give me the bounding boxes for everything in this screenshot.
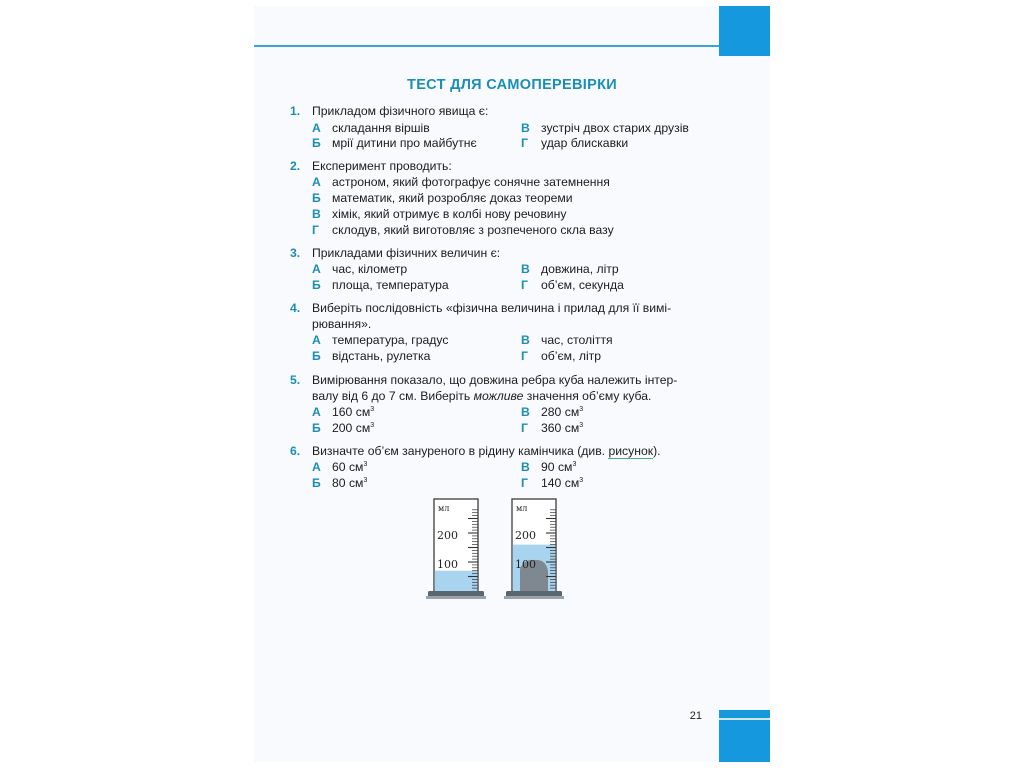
option-value: 90 [541, 460, 555, 474]
unit-power: 3 [370, 422, 375, 429]
option [521, 420, 583, 436]
question-text: Прикладами фізичних величин є: [312, 246, 501, 260]
page-title: ТЕСТ ДЛЯ САМОПЕРЕВІРКИ [407, 77, 617, 93]
emphasis-text: можливе [473, 389, 524, 403]
tick-label-100: 100 [437, 558, 458, 571]
question-5 [290, 372, 710, 404]
option-text: час, століття [541, 333, 613, 347]
option-text: температура, градус [332, 333, 449, 347]
option-unit: см [557, 460, 573, 474]
option-letter: Г [312, 223, 319, 237]
tick-label-200: 200 [437, 529, 458, 542]
option-text: зустріч двох старих друзів [541, 121, 689, 135]
option-text: мрії дитини про майбутнє [332, 136, 477, 150]
question-text-line: Вимірювання показало, що довжина ребра куба належить інтер- [312, 373, 678, 387]
option [312, 277, 449, 293]
question-text [312, 300, 710, 332]
option [312, 475, 367, 491]
text-run: ). [653, 444, 661, 458]
option-letter: В [521, 262, 530, 276]
option-text: об’єм, літр [541, 349, 602, 363]
option-value: 60 [332, 460, 346, 474]
option [312, 459, 367, 475]
option [312, 135, 477, 151]
option-letter: В [521, 460, 530, 474]
question-text-line [312, 388, 710, 404]
option-text: об’єм, секунда [541, 278, 624, 292]
tick-label-200: 200 [515, 529, 536, 542]
option-text: час, кілометр [332, 262, 408, 276]
option-letter: В [312, 207, 321, 221]
option-value: 280 [541, 405, 562, 419]
option [521, 459, 576, 475]
option-text: хімік, який отримує в колбі нову речовину [332, 207, 567, 221]
option [312, 120, 430, 136]
option-letter: Б [312, 349, 321, 363]
volume-unit-label: мл [516, 504, 528, 513]
page-number: 21 [689, 710, 702, 722]
option-letter: Б [312, 136, 321, 150]
option [521, 120, 689, 136]
question-4 [290, 300, 710, 332]
question-text: Експеримент проводить: [312, 159, 452, 173]
unit-power: 3 [579, 406, 584, 413]
measuring-cylinder-after [504, 499, 564, 599]
option [312, 222, 614, 238]
option-letter: В [521, 333, 530, 347]
option-unit: см [564, 405, 580, 419]
option-text: математик, який розробляє доказ теореми [332, 191, 573, 205]
option [312, 404, 374, 420]
unit-power: 3 [579, 422, 584, 429]
question-2 [290, 158, 710, 174]
option-letter: Б [312, 191, 321, 205]
option-letter: А [312, 333, 321, 347]
option-text: астроном, який фотографує сонячне затемнення [332, 175, 610, 189]
question-6 [290, 443, 710, 459]
unit-power: 3 [370, 406, 375, 413]
option-value: 160 [332, 405, 353, 419]
option-text: відстань, рулетка [332, 349, 431, 363]
measuring-cylinder-before [426, 499, 486, 599]
question-3 [290, 245, 710, 261]
question-text: Прикладом фізичного явища є: [312, 104, 489, 118]
option-text: довжина, літр [541, 262, 619, 276]
option-unit: см [348, 460, 364, 474]
option-text: складання віршів [332, 121, 430, 135]
option [312, 190, 573, 206]
text-run: Визначте об’єм зануреного в рідину камінчика (див. [312, 444, 609, 458]
measuring-cylinders-figure [424, 497, 568, 605]
question-number: 2. [290, 159, 301, 173]
option-value: 80 [332, 476, 346, 490]
option [521, 332, 613, 348]
option-letter: А [312, 405, 321, 419]
option-letter: Б [312, 278, 321, 292]
option-text: удар блискавки [541, 136, 629, 150]
tick-label-100: 100 [515, 558, 536, 571]
option [312, 348, 430, 364]
option [312, 206, 566, 222]
question-number: 4. [290, 301, 301, 315]
question-number: 5. [290, 373, 301, 387]
option-unit: см [355, 421, 371, 435]
volume-unit-label: мл [438, 504, 450, 513]
header-tab [719, 6, 770, 56]
option [521, 261, 619, 277]
option-letter: Б [312, 476, 321, 490]
option [521, 135, 628, 151]
option [312, 174, 610, 190]
question-1 [290, 103, 710, 119]
option-letter: А [312, 460, 321, 474]
unit-power: 3 [363, 477, 368, 484]
option-value: 140 [541, 476, 562, 490]
option [521, 348, 601, 364]
option-letter: Б [312, 421, 321, 435]
option [521, 277, 624, 293]
option-value: 360 [541, 421, 562, 435]
unit-power: 3 [579, 477, 584, 484]
cylinder-base-shadow [426, 596, 486, 599]
option-letter: А [312, 262, 321, 276]
option-letter: Г [521, 278, 528, 292]
option-letter: Г [521, 349, 528, 363]
option [521, 404, 583, 420]
option [312, 332, 448, 348]
option-text: склодув, який виготовляє з розпеченого скла вазу [332, 223, 614, 237]
question-number: 6. [290, 444, 301, 458]
option [521, 475, 583, 491]
figure-reference-link[interactable]: рисунок [608, 444, 654, 458]
option [312, 261, 407, 277]
text-run: валу від 6 до 7 см. Виберіть [312, 389, 474, 403]
option-letter: А [312, 121, 321, 135]
option-value: 200 [332, 421, 353, 435]
option-letter: В [521, 121, 530, 135]
question-text-line: рювання». [312, 317, 372, 331]
question-text-line: Виберіть послідовність «фізична величина і прилад для її вимі- [312, 301, 672, 315]
option-unit: см [564, 421, 580, 435]
question-number: 3. [290, 246, 301, 260]
unit-power: 3 [363, 461, 368, 468]
option [312, 420, 374, 436]
option-letter: В [521, 405, 530, 419]
footer-tab-line [719, 718, 770, 720]
option-letter: Г [521, 136, 528, 150]
option-unit: см [564, 476, 580, 490]
unit-power: 3 [572, 461, 577, 468]
option-letter: А [312, 175, 321, 189]
option-unit: см [348, 476, 364, 490]
option-letter: Г [521, 476, 528, 490]
cylinder-liquid [435, 571, 478, 591]
question-text [312, 372, 710, 404]
cylinder-base-shadow [504, 596, 564, 599]
text-run: значення об’єму куба. [523, 389, 652, 403]
option-letter: Г [521, 421, 528, 435]
option-unit: см [355, 405, 371, 419]
option-text: площа, температура [332, 278, 449, 292]
question-number: 1. [290, 104, 301, 118]
header-rule [254, 45, 770, 47]
question-text [312, 443, 710, 459]
